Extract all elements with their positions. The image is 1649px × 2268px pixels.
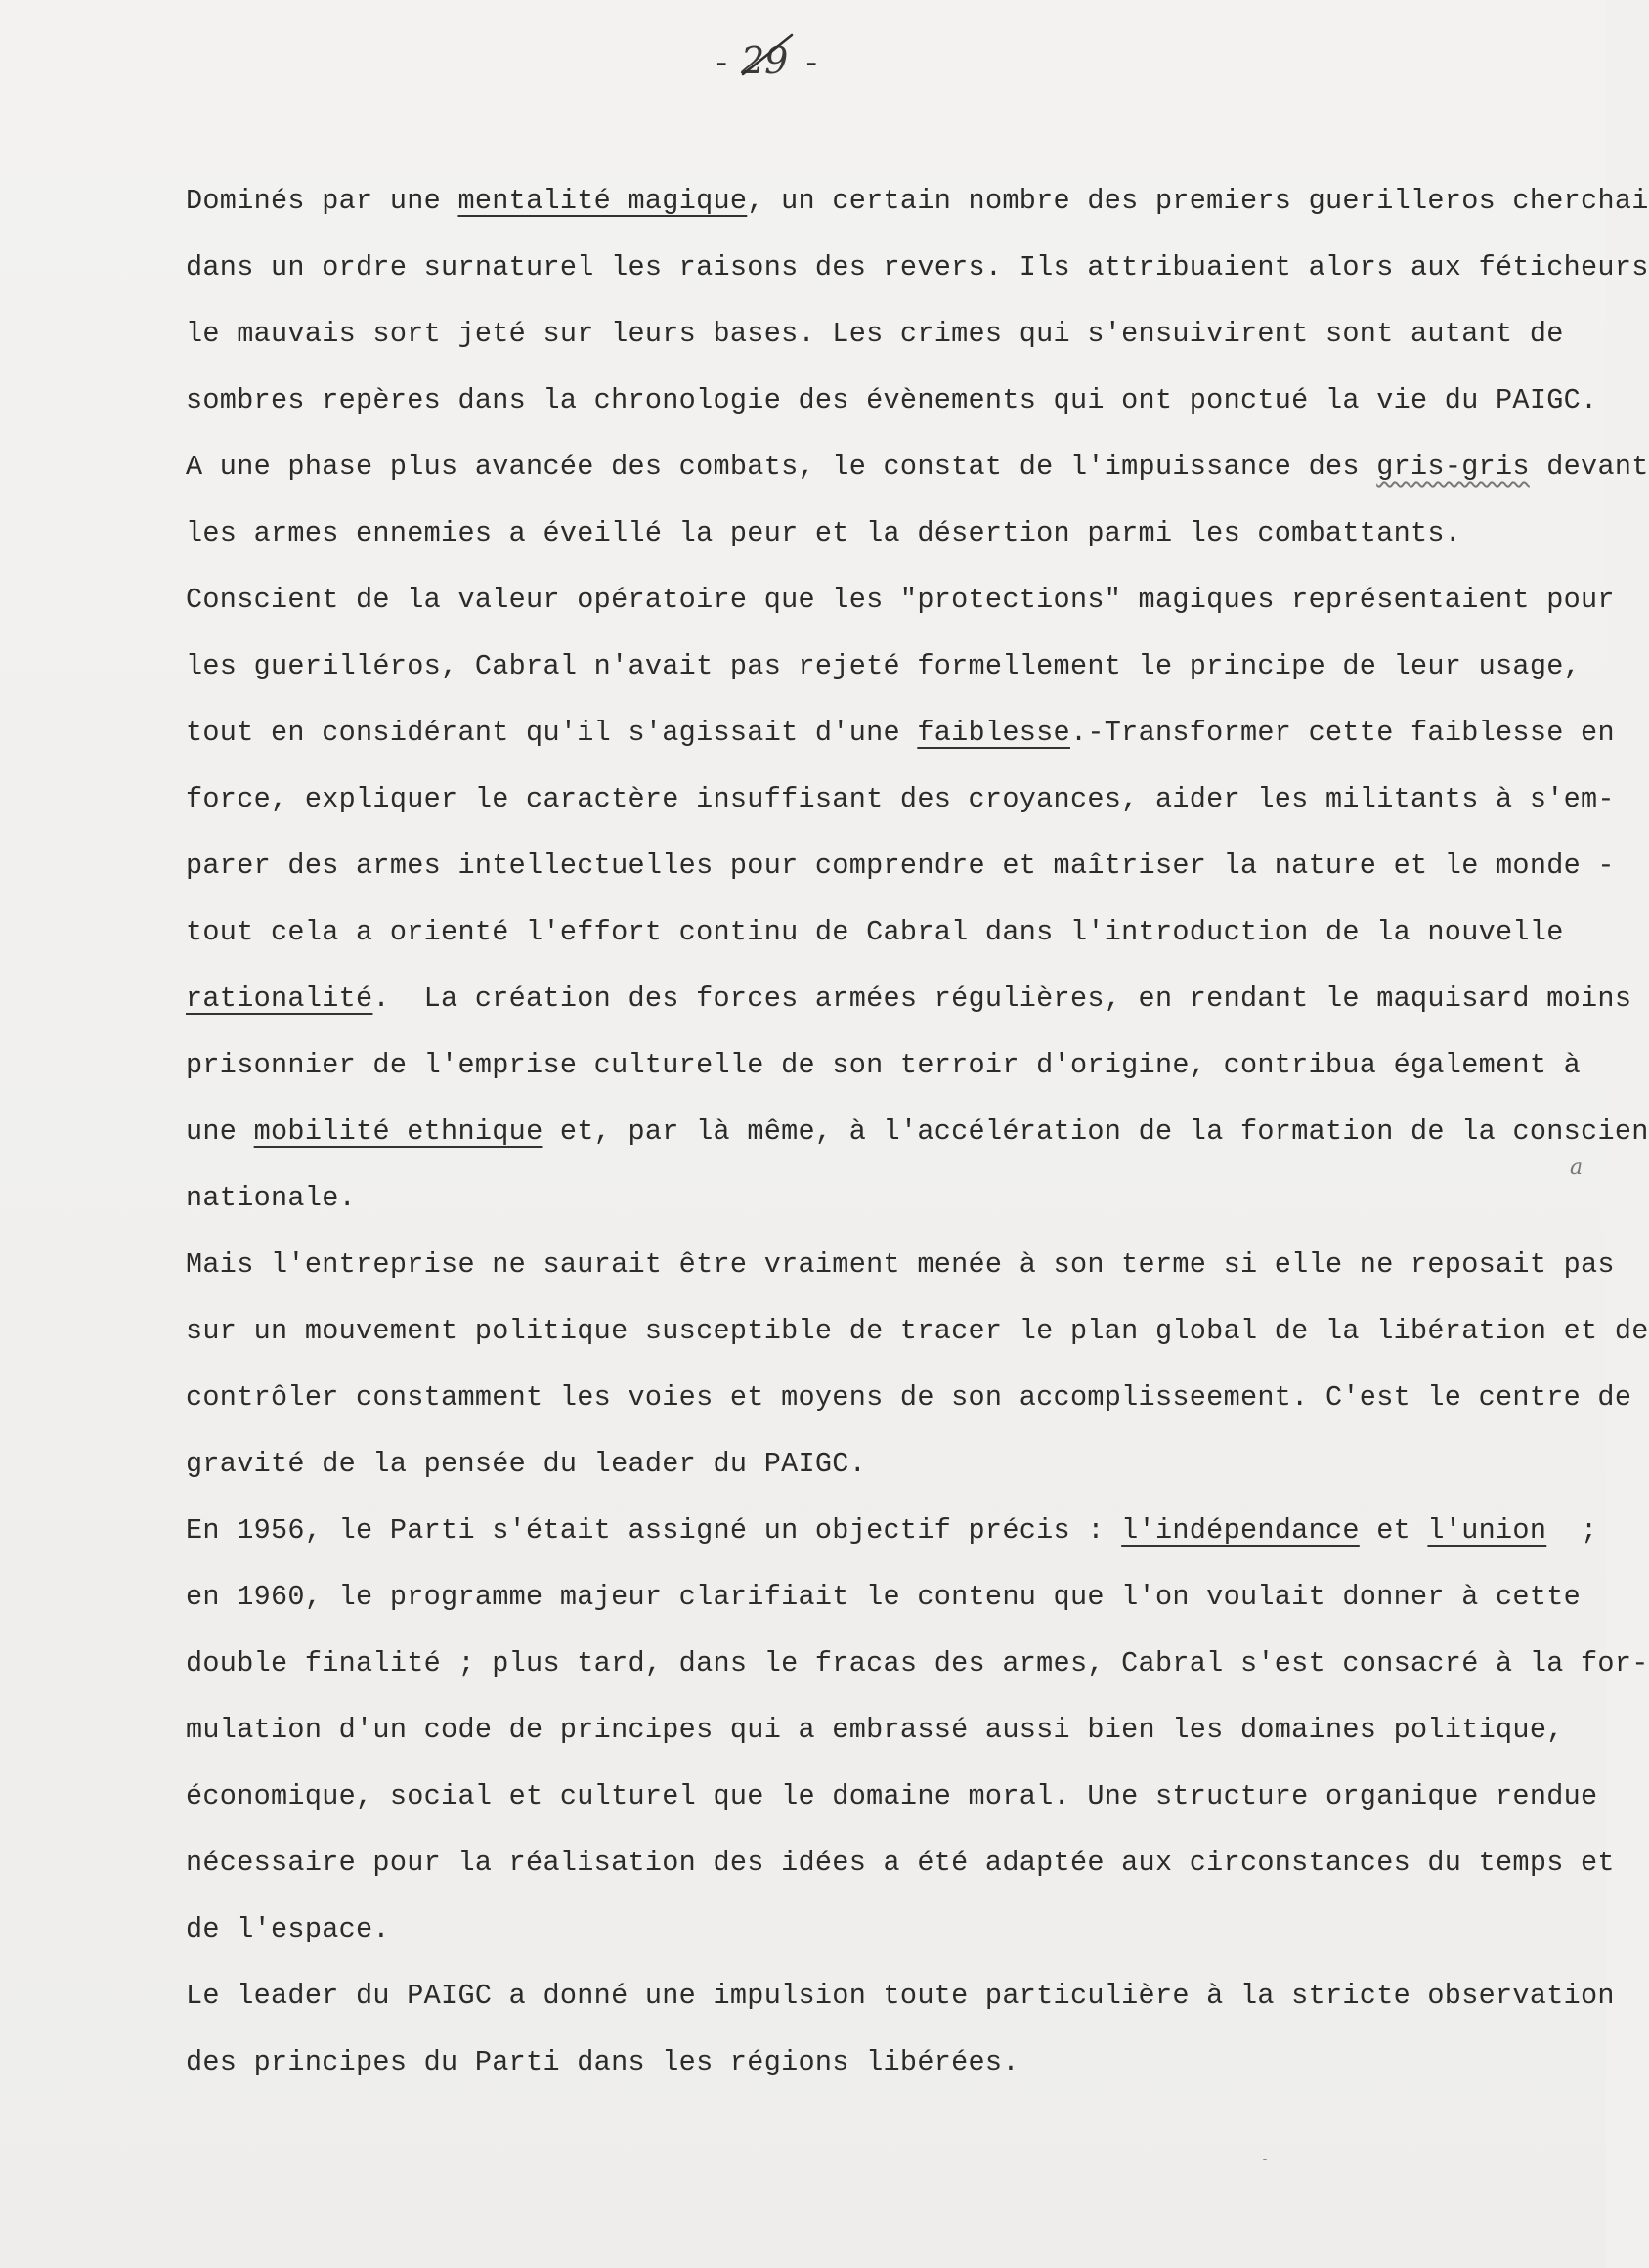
text-line: économique, social et culturel que le domaine moral. Une structure organique rendue: [186, 1780, 1598, 1812]
text-line: mulation d'un code de principes qui a embrassé aussi bien les domaines politique,: [186, 1714, 1564, 1746]
underlined-phrase: mobilité ethnique: [253, 1115, 543, 1148]
text-line: A une phase plus avancée des combats, le constat de l'impuissance des gris-gris devant: [186, 451, 1649, 483]
text-line: contrôler constamment les voies et moyens de son accomplisseement. C'est le centre de: [186, 1381, 1632, 1414]
text-line: sombres repères dans la chronologie des évènements qui ont ponctué la vie du PAIGC.: [186, 384, 1598, 416]
page-number-dash-left: -: [712, 43, 732, 82]
underlined-phrase: faiblesse: [917, 717, 1070, 749]
text-line: double finalité ; plus tard, dans le fracas des armes, Cabral s'est consacré à la for-: [186, 1647, 1649, 1679]
page-number-dash-right: -: [802, 43, 822, 82]
text-line: force, expliquer le caractère insuffisant des croyances, aider les militants à s'em-: [186, 783, 1615, 815]
underlined-phrase: l'indépendance: [1121, 1514, 1360, 1547]
text-line: des principes du Parti dans les régions libérées.: [186, 2046, 1020, 2078]
text-line: Conscient de la valeur opératoire que les "protections" magiques représentaient pour: [186, 584, 1615, 616]
page-number-strike-icon: [735, 29, 803, 84]
text-line: en 1960, le programme majeur clarifiait le contenu que l'on voulait donner à cette: [186, 1581, 1582, 1613]
text-line: les guerilléros, Cabral n'avait pas rejeté formellement le principe de leur usage,: [186, 650, 1582, 682]
text-line: nécessaire pour la réalisation des idées a été adaptée aux circonstances du temps et: [186, 1847, 1615, 1879]
text-line: Le leader du PAIGC a donné une impulsion toute particulière à la stricte observation: [186, 1980, 1615, 2012]
text-line: prisonnier de l'emprise culturelle de son terroir d'origine, contribua également à: [186, 1049, 1582, 1081]
text-line: de l'espace.: [186, 1913, 390, 1945]
text-line: rationalité. La création des forces armées régulières, en rendant le maquisard moins: [186, 982, 1632, 1015]
underlined-phrase: rationalité: [186, 982, 373, 1015]
page-number: [712, 29, 829, 88]
text-line: tout cela a orienté l'effort continu de Cabral dans l'introduction de la nouvelle: [186, 916, 1564, 948]
page-number-value: 29: [741, 39, 789, 82]
text-line: tout en considérant qu'il s'agissait d'une faiblesse.-Transformer cette faiblesse en: [186, 717, 1615, 749]
pencil-underlined-phrase: gris-gris: [1376, 451, 1530, 483]
text-line: parer des armes intellectuelles pour comprendre et maîtriser la nature et le monde -: [186, 850, 1615, 882]
underlined-phrase: l'union: [1427, 1514, 1547, 1547]
text-line: dans un ordre surnaturel les raisons des revers. Ils attribuaient alors aux féticheurs: [186, 251, 1649, 284]
underlined-phrase: mentalité magique: [457, 185, 748, 217]
text-line: En 1956, le Parti s'était assigné un objectif précis : l'indépendance et l'union ;: [186, 1514, 1598, 1547]
text-line: sur un mouvement politique susceptible de tracer le plan global de la libération et de: [186, 1315, 1649, 1347]
text-line: le mauvais sort jeté sur leurs bases. Les crimes qui s'ensuivirent sont autant de: [186, 318, 1564, 350]
paper-speck: [1263, 2159, 1267, 2160]
text-line: nationale.: [186, 1182, 357, 1214]
text-line: Dominés par une mentalité magique, un certain nombre des premiers guerilleros cherchai: [186, 185, 1649, 217]
text-line: gravité de la pensée du leader du PAIGC.: [186, 1448, 867, 1480]
margin-pencil-note: a: [1570, 1156, 1584, 1180]
text-line: une mobilité ethnique et, par là même, à l'accélération de la formation de la conscien: [186, 1115, 1649, 1148]
text-line: Mais l'entreprise ne saurait être vraiment menée à son terme si elle ne reposait pas: [186, 1248, 1615, 1281]
text-line: les armes ennemies a éveillé la peur et la désertion parmi les combattants.: [186, 517, 1462, 549]
